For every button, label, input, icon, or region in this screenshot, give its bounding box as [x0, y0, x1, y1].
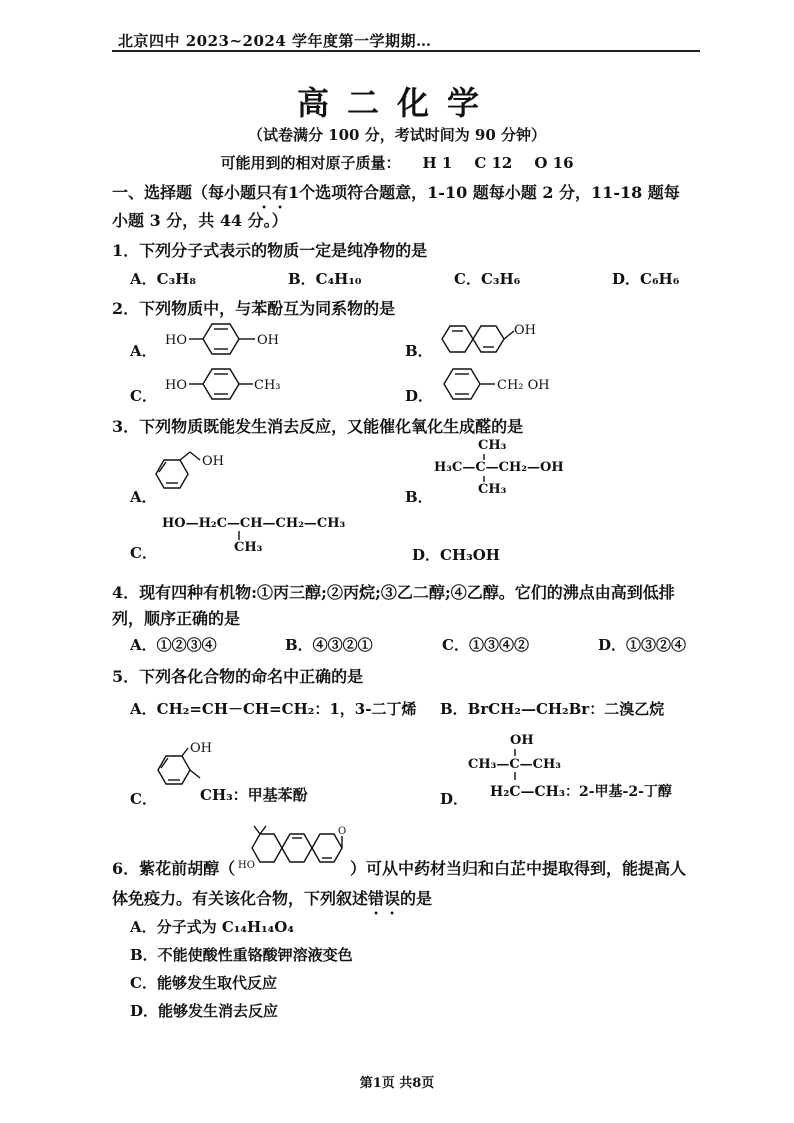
q2-option-d[interactable]: D．	[405, 387, 434, 405]
atomic-masses	[0, 152, 794, 173]
q6-stem-line2	[112, 886, 432, 918]
header-rule	[112, 50, 700, 52]
q5c-oh-label: OH	[190, 741, 212, 756]
naphthol-structure	[438, 315, 548, 360]
q2-option-b[interactable]: B．	[405, 342, 433, 360]
q5-option-b[interactable]: B．BrCH₂—CH₂Br：二溴乙烷	[440, 700, 665, 718]
q4-stem-line1: 4．现有四种有机物:①丙三醇;②丙烷;③乙二醇;④乙醇。它们的沸点由高到低排	[112, 583, 675, 602]
q3-option-c[interactable]: C．	[130, 544, 157, 562]
q3c-methyl: CH₃	[234, 540, 263, 555]
q3a-oh-label: OH	[202, 454, 224, 469]
q1-option-a[interactable]: A．C₃H₈	[130, 270, 196, 288]
q3b-main-chain: H₃C—C—CH₂—OH	[434, 460, 564, 475]
q3c-bond	[235, 530, 245, 544]
q6-carbonyl-o-label: O	[338, 826, 347, 837]
exam-subtitle: （试卷满分 100 分，考试时间为 90 分钟）	[247, 126, 547, 144]
q6-option-c[interactable]: C．能够发生取代反应	[130, 974, 277, 992]
section-emphasis: 只有	[256, 183, 289, 202]
section-header-line2: 小题 3 分，共 44 分。）	[112, 211, 288, 230]
masses-label: 可能用到的相对原子质量：	[220, 154, 401, 172]
page-title: 高二化学	[296, 84, 497, 122]
q5-option-a[interactable]: A．CH₂=CH－CH=CH₂：1，3-二丁烯	[130, 700, 417, 718]
mass-h: H 1	[422, 154, 453, 172]
mass-c: C 12	[474, 154, 513, 172]
q2c-ho-label: HO	[165, 378, 187, 393]
q5-option-c[interactable]: C．	[130, 790, 157, 808]
section-text-b: 1个选项符合题意，1-10 题每小题 2 分，11-18 题每	[288, 183, 680, 202]
page-header: 北京四中 2023~2024 学年度第一学期期…	[118, 32, 432, 50]
q6-stem-line1-b: ）可从中药材当归和白芷中提取得到，能提高人	[350, 859, 687, 878]
q3-option-a[interactable]: A．	[130, 488, 157, 506]
q6-option-b[interactable]: B．不能使酸性重铬酸钾溶液变色	[130, 946, 353, 964]
q6-stem-line2-a: 体免疫力。有关该化合物，下列叙述	[112, 889, 369, 908]
q6-ho-label: HO	[238, 860, 255, 871]
q6-option-a[interactable]: A．分子式为 C₁₄H₁₄O₄	[130, 918, 294, 936]
q3-option-d[interactable]: D．CH₃OH	[412, 546, 500, 564]
mass-o: O 16	[534, 154, 574, 172]
q5c-name: CH₃：甲基苯酚	[200, 786, 308, 804]
q6-stem-line1-a: 6．紫花前胡醇（	[112, 859, 236, 878]
q1-option-d[interactable]: D．C₆H₆	[612, 270, 680, 288]
q3-option-b[interactable]: B．	[405, 488, 433, 506]
hydroquinone-structure	[165, 320, 295, 360]
q5-option-d[interactable]: D．	[440, 790, 469, 808]
q1-option-c[interactable]: C．C₃H₆	[454, 270, 521, 288]
section-text-a: 一、选择题（每小题	[112, 183, 257, 202]
benzyl-alcohol-structure	[440, 365, 590, 405]
q3b-methyl-bottom: CH₃	[478, 482, 507, 497]
q3-stem: 3．下列物质既能发生消去反应，又能催化氧化生成醛的是	[112, 417, 524, 436]
q4-option-d[interactable]: D．①③②④	[598, 636, 687, 654]
q4-stem-line2: 列，顺序正确的是	[112, 609, 241, 628]
q3a-benzyl-alcohol-structure	[150, 448, 260, 498]
q5d-main-chain: CH₃—C—CH₃	[468, 757, 561, 772]
q2-stem: 2．下列物质中，与苯酚互为同系物的是	[112, 299, 396, 318]
q5d-bonds	[510, 748, 520, 784]
q2-option-c[interactable]: C．	[130, 387, 157, 405]
q2c-ch3-label: CH₃	[254, 378, 281, 393]
q2d-ch2oh-label: CH₂ OH	[497, 378, 550, 393]
q1-option-b[interactable]: B．C₄H₁₀	[288, 270, 362, 288]
q2a-oh-label: OH	[257, 333, 279, 348]
q2a-ho-label: HO	[165, 333, 187, 348]
q4-option-a[interactable]: A．①②③④	[130, 636, 217, 654]
q3b-methyl-top: CH₃	[478, 438, 507, 453]
q5-stem: 5．下列各化合物的命名中正确的是	[112, 667, 364, 686]
q2-option-a[interactable]: A．	[130, 342, 157, 360]
q4-option-c[interactable]: C．①③④②	[442, 636, 529, 654]
columbianetin-structure	[238, 818, 348, 873]
q5d-ethyl-name: H₂C—CH₃：2-甲基-2-丁醇	[490, 784, 672, 800]
q3b-bonds	[480, 452, 490, 487]
q2b-oh-label: OH	[514, 323, 536, 338]
q1-stem: 1．下列分子式表示的物质一定是纯净物的是	[112, 241, 428, 260]
p-cresol-structure	[165, 365, 295, 405]
page-footer: 第1页 共8页	[359, 1076, 435, 1091]
q5d-oh: OH	[510, 733, 534, 748]
q4-option-b[interactable]: B．④③②①	[285, 636, 373, 654]
q3c-main-chain: HO—H₂C—CH—CH₂—CH₃	[162, 516, 346, 531]
q6-emphasis: 错误	[368, 889, 401, 908]
q6-stem-line2-b: 的是	[400, 889, 433, 908]
q6-option-d[interactable]: D．能够发生消去反应	[130, 1002, 279, 1020]
